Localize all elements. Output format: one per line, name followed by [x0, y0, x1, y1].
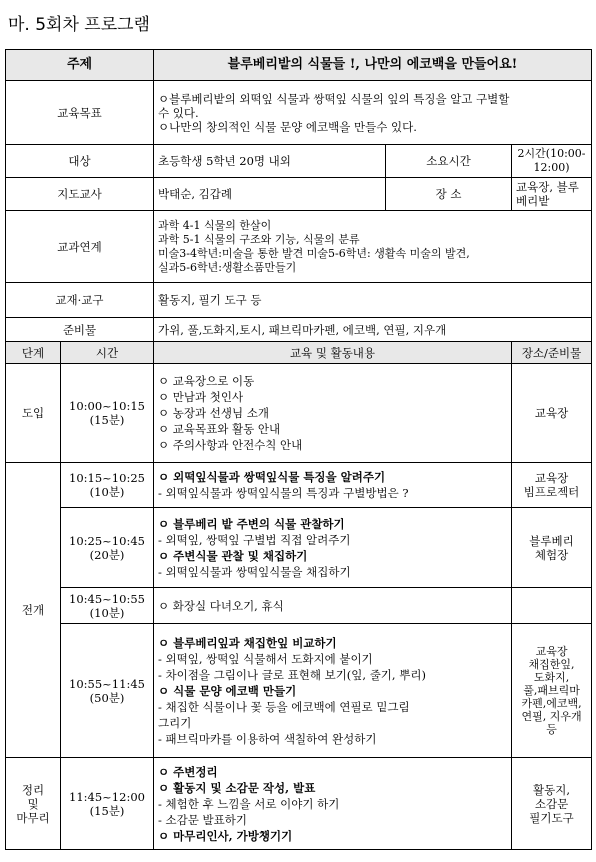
place-line: 도화지,: [533, 671, 570, 684]
target-label: 대상: [6, 145, 154, 178]
activity-item: - 외떡잎, 쌍떡잎 구별법 직접 알려주기: [158, 532, 351, 547]
place-line: 교육장: [535, 645, 568, 658]
activity-dev3: [154, 588, 512, 624]
supplies-label: 준비물: [6, 318, 154, 342]
goal-line: ㅇ블루베리밭의 외떡잎 식물과 쌍떡잎 식물의 잎의 특징을 알고 구별할: [158, 91, 510, 106]
time-dev1: [61, 463, 154, 508]
place-intro: 교육장: [512, 364, 592, 463]
curriculum-label: 교과연계: [6, 211, 154, 283]
teacher-label: 지도교사: [6, 178, 154, 211]
place-dev1: [512, 463, 592, 508]
activity-item: ㅇ 마무리인사, 가방챙기기: [158, 828, 293, 843]
time-range: 10:45~10:55: [69, 591, 145, 606]
activity-item: - 외떡잎식물과 쌍떡잎식물의 특징과 구별방법은 ?: [158, 486, 409, 500]
activity-item: ㅇ 블루베리 밭 주변의 식물 관찰하기: [158, 516, 345, 531]
place-line: 빔프로젝터: [523, 485, 580, 499]
place-line: 채집한잎,: [528, 658, 575, 671]
place-line: 블루베리: [529, 533, 574, 548]
place-line: 체험장: [534, 547, 569, 562]
stage-development: 전개: [6, 463, 61, 758]
curriculum-line: 과학 5-1 식물의 구조와 기능, 식물의 분류: [158, 232, 360, 246]
place-label: 장 소: [386, 178, 512, 211]
goal-line: 수 있다.: [158, 105, 199, 120]
tools-value: 활동지, 필기 도구 등: [154, 283, 592, 318]
place-line: 풀,패브릭마: [523, 684, 580, 697]
place-line: 등: [546, 723, 557, 736]
time-duration: (10분): [89, 485, 125, 499]
activity-item: ㅇ 교육장으로 이동: [158, 374, 255, 388]
activity-dev2: [154, 508, 512, 588]
activity-item: ㅇ 농장과 선생님 소개: [158, 406, 269, 420]
theme-value: 블루베리밭의 식물들 !, 나만의 에코백을 만들어요!: [154, 50, 592, 81]
stage-closing: [6, 758, 61, 850]
time-range: 10:00~10:15: [69, 399, 145, 413]
time-duration: (10분): [89, 605, 125, 620]
stage-line: 마무리: [16, 810, 50, 825]
place-line: 활동지,: [533, 782, 571, 797]
curriculum-line: 과학 4-1 식물의 한살이: [158, 218, 272, 232]
stage-line: 및: [27, 796, 39, 811]
header-stage: 단계: [6, 342, 61, 364]
activity-item: ㅇ 활동지 및 소감문 작성, 발표: [158, 780, 316, 795]
header-time: 시간: [61, 342, 154, 364]
place-line: 필기도구: [529, 810, 574, 825]
page-title: 마. 5회차 프로그램: [8, 15, 150, 35]
time-value: 2시간(10:00-12:00): [512, 145, 592, 178]
activity-dev4: [154, 624, 512, 758]
time-duration: (50분): [89, 690, 125, 705]
teacher-value: 박태순, 김갑례: [154, 178, 386, 211]
place-line: 연필, 지우개: [521, 710, 582, 723]
time-duration: (15분): [89, 413, 125, 427]
activity-item: ㅇ 화장실 다녀오기, 휴식: [158, 598, 284, 613]
activity-item: 그리기: [158, 715, 192, 730]
target-value: 초등학생 5학년 20명 내외: [154, 145, 386, 178]
place-dev4: [512, 624, 592, 758]
time-dev2: [61, 508, 154, 588]
goal-label: 교육목표: [6, 81, 154, 145]
place-line: 카펜,에코백,: [521, 697, 582, 710]
activity-item: - 외떡잎, 쌍떡잎 식물해서 도화지에 붙이기: [158, 651, 373, 666]
curriculum-line: 실과5-6학년:생활소품만들기: [158, 260, 297, 274]
place-value: 교육장, 블루베리밭: [512, 178, 592, 211]
stage-intro: 도입: [6, 364, 61, 463]
place-dev3: [512, 588, 592, 624]
activity-item: - 채집한 식물이나 꽃 등을 에코백에 연필로 밑그림: [158, 699, 410, 714]
activity-item: ㅇ 외떡잎식물과 쌍떡잎식물 특징을 알려주기: [158, 470, 386, 484]
activity-item: - 외떡잎식물과 쌍떡잎식물을 채집하기: [158, 564, 351, 579]
header-place: 장소/준비물: [512, 342, 592, 364]
activity-intro: [154, 364, 512, 463]
stage-line: 정리: [21, 782, 45, 797]
activity-item: ㅇ 주변정리: [158, 764, 218, 779]
time-range: 10:55~11:45: [69, 676, 145, 691]
activity-item: ㅇ 주의사항과 안전수칙 안내: [158, 438, 303, 452]
time-range: 10:25~10:45: [69, 533, 145, 548]
time-label: 소요시간: [386, 145, 512, 178]
time-closing: [61, 758, 154, 850]
activity-item: ㅇ 블루베리잎과 채집한잎 비교하기: [158, 635, 337, 650]
activity-item: - 패브릭마카를 이용하여 색칠하여 완성하기: [158, 731, 377, 746]
activity-item: ㅇ 교육목표와 활동 안내: [158, 422, 281, 436]
time-range: 10:15~10:25: [69, 471, 145, 485]
activity-item: ㅇ 주변식물 관찰 및 채집하기: [158, 548, 308, 563]
activity-item: - 체험한 후 느낌을 서로 이야기 하기: [158, 796, 340, 811]
activity-item: - 차이점을 그림이나 글로 표현해 보기(잎, 줄기, 뿌리): [158, 667, 426, 682]
time-intro: [61, 364, 154, 463]
time-dev4: [61, 624, 154, 758]
goal-line: ㅇ나만의 창의적인 식물 문양 에코백을 만들수 있다.: [158, 119, 417, 134]
theme-label: 주제: [6, 50, 154, 81]
time-range: 11:45~12:00: [69, 789, 145, 804]
activity-dev1: [154, 463, 512, 508]
program-table: [5, 49, 592, 850]
curriculum-value: [154, 211, 592, 283]
place-line: 교육장: [534, 471, 569, 485]
time-dev3: [61, 588, 154, 624]
goal-value: [154, 81, 592, 145]
activity-closing: [154, 758, 512, 850]
supplies-value: 가위, 풀,도화지,토시, 패브릭마카펜, 에코백, 연필, 지우개: [154, 318, 592, 342]
header-activity: 교육 및 활동내용: [154, 342, 512, 364]
place-dev2: [512, 508, 592, 588]
tools-label: 교재·교구: [6, 283, 154, 318]
activity-item: - 소감문 발표하기: [158, 812, 247, 827]
curriculum-line: 미술3-4학년:미술을 통한 발견 미술5-6학년: 생활속 미술의 발견,: [158, 246, 470, 260]
time-duration: (15분): [89, 803, 125, 818]
place-closing: [512, 758, 592, 850]
time-duration: (20분): [89, 547, 125, 562]
place-line: 소감문: [534, 796, 569, 811]
activity-item: ㅇ 만남과 첫인사: [158, 390, 244, 404]
activity-item: ㅇ 식물 문양 에코백 만들기: [158, 683, 297, 698]
